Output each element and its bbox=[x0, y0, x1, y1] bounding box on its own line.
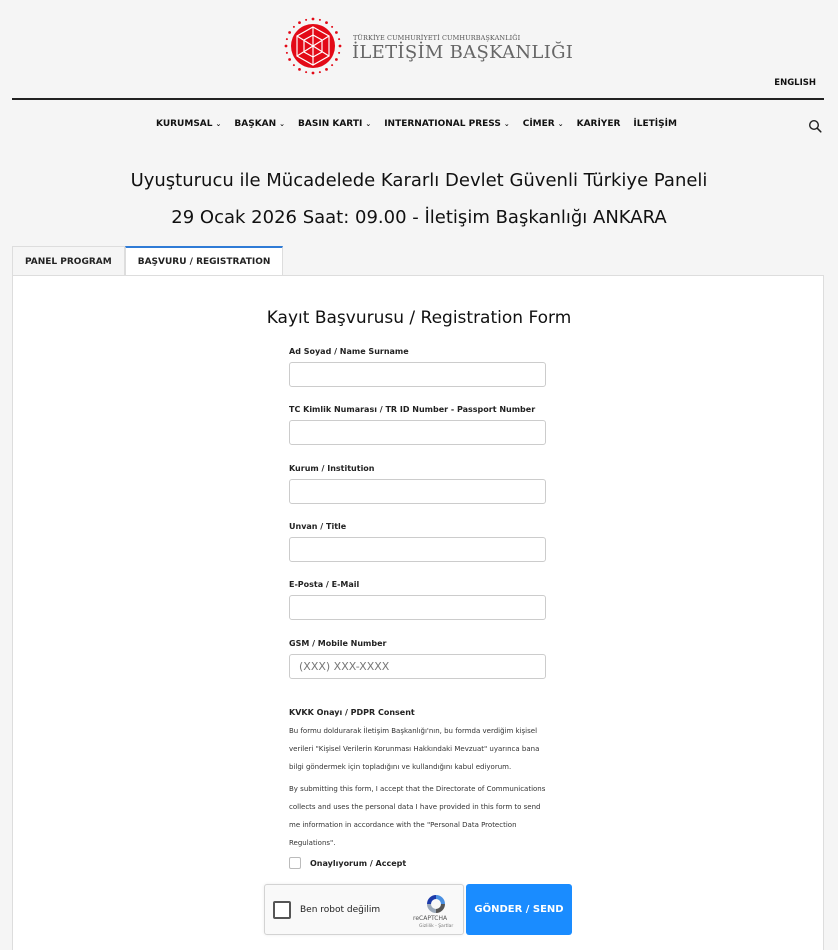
chevron-down-icon: ⌄ bbox=[503, 120, 510, 128]
name-surname-label: Ad Soyad / Name Surname bbox=[289, 347, 409, 356]
nav-item-cimer[interactable] bbox=[523, 119, 564, 129]
nav-item-label: BASIN KARTI bbox=[298, 119, 363, 129]
institution-input[interactable] bbox=[289, 479, 546, 504]
title-label: Unvan / Title bbox=[289, 522, 347, 531]
institution-label: Kurum / Institution bbox=[289, 464, 375, 473]
chevron-down-icon: ⌄ bbox=[365, 120, 372, 128]
recaptcha-brand: reCAPTCHA bbox=[413, 915, 448, 922]
nav-item-basin-karti[interactable] bbox=[298, 119, 371, 129]
recaptcha-checkbox[interactable] bbox=[273, 901, 291, 919]
send-button[interactable]: GÖNDER / SEND bbox=[466, 884, 572, 935]
tab-bar bbox=[12, 246, 283, 276]
recaptcha-label: Ben robot değilim bbox=[300, 905, 381, 915]
accept-checkbox[interactable] bbox=[289, 857, 301, 869]
name-surname-input[interactable] bbox=[289, 362, 546, 387]
nav-item-label: BAŞKAN bbox=[234, 119, 277, 129]
id-number-input[interactable] bbox=[289, 420, 546, 445]
search-icon[interactable] bbox=[808, 119, 822, 133]
nav-item-label: KARİYER bbox=[576, 119, 621, 129]
kvkk-text-tr: Bu formu doldurarak İletişim Başkanlığı'nın, bu formda verdiğim kişisel verileri "Kişisel Verilerin Korunması Hakkındaki Mevzuat" uyarınca bana bilgi göndermek için topladığını ve kullandığını kabul ediyorum. bbox=[289, 727, 540, 771]
nav-item-kariyer[interactable] bbox=[577, 119, 621, 129]
nav-item-international-press[interactable] bbox=[384, 119, 510, 129]
main-nav bbox=[0, 116, 838, 136]
logo-icon[interactable] bbox=[283, 16, 343, 76]
id-number-label: TC Kimlik Numarası / TR ID Number - Passport Number bbox=[289, 405, 536, 414]
kvkk-text-en: By submitting this form, I accept that the Directorate of Communications collects and uses the personal data I have provided in this form to send me information in accordance with the "Personal Data Protection Regulations". bbox=[289, 785, 546, 847]
nav-item-label: İLETİŞİM bbox=[633, 119, 677, 129]
recaptcha-icon bbox=[425, 893, 447, 915]
email-input[interactable] bbox=[289, 595, 546, 620]
event-title: Uyuşturucu ile Mücadelede Kararlı Devlet Güvenli Türkiye Paneli bbox=[130, 170, 708, 191]
chevron-down-icon: ⌄ bbox=[557, 120, 564, 128]
tab-registration[interactable]: BAŞVURU / REGISTRATION bbox=[125, 246, 284, 276]
chevron-down-icon: ⌄ bbox=[215, 120, 222, 128]
kvkk-title: KVKK Onayı / PDPR Consent bbox=[289, 708, 415, 717]
nav-item-label: CİMER bbox=[522, 119, 555, 129]
logo-title[interactable]: İLETİŞİM BAŞKANLIĞI bbox=[352, 42, 574, 63]
nav-item-label: KURUMSAL bbox=[156, 119, 213, 129]
nav-items bbox=[156, 119, 677, 129]
form-title: Kayıt Başvurusu / Registration Form bbox=[266, 308, 572, 328]
chevron-down-icon: ⌄ bbox=[279, 120, 286, 128]
recaptcha-widget bbox=[264, 884, 464, 935]
language-link-english[interactable]: ENGLISH bbox=[774, 78, 816, 88]
nav-item-iletisim[interactable] bbox=[633, 119, 677, 129]
accept-label[interactable]: Onaylıyorum / Accept bbox=[310, 858, 407, 868]
mobile-label: GSM / Mobile Number bbox=[289, 639, 387, 648]
nav-item-label: INTERNATIONAL PRESS bbox=[384, 119, 501, 129]
email-label: E-Posta / E-Mail bbox=[289, 580, 360, 589]
header-divider bbox=[12, 98, 824, 100]
accept-row bbox=[289, 857, 406, 869]
recaptcha-terms[interactable]: Gizlilik - Şartlar bbox=[419, 924, 454, 929]
title-input[interactable] bbox=[289, 537, 546, 562]
mobile-input[interactable] bbox=[289, 654, 546, 679]
nav-item-baskan[interactable] bbox=[234, 119, 285, 129]
tab-panel-program[interactable]: PANEL PROGRAM bbox=[12, 246, 125, 276]
nav-item-kurumsal[interactable] bbox=[156, 119, 221, 129]
site-header bbox=[0, 0, 838, 98]
event-subtitle: 29 Ocak 2026 Saat: 09.00 - İletişim Başkanlığı ANKARA bbox=[171, 207, 667, 228]
logo-small-text: TÜRKİYE CUMHURİYETİ CUMHURBAŞKANLIĞI bbox=[353, 34, 521, 42]
